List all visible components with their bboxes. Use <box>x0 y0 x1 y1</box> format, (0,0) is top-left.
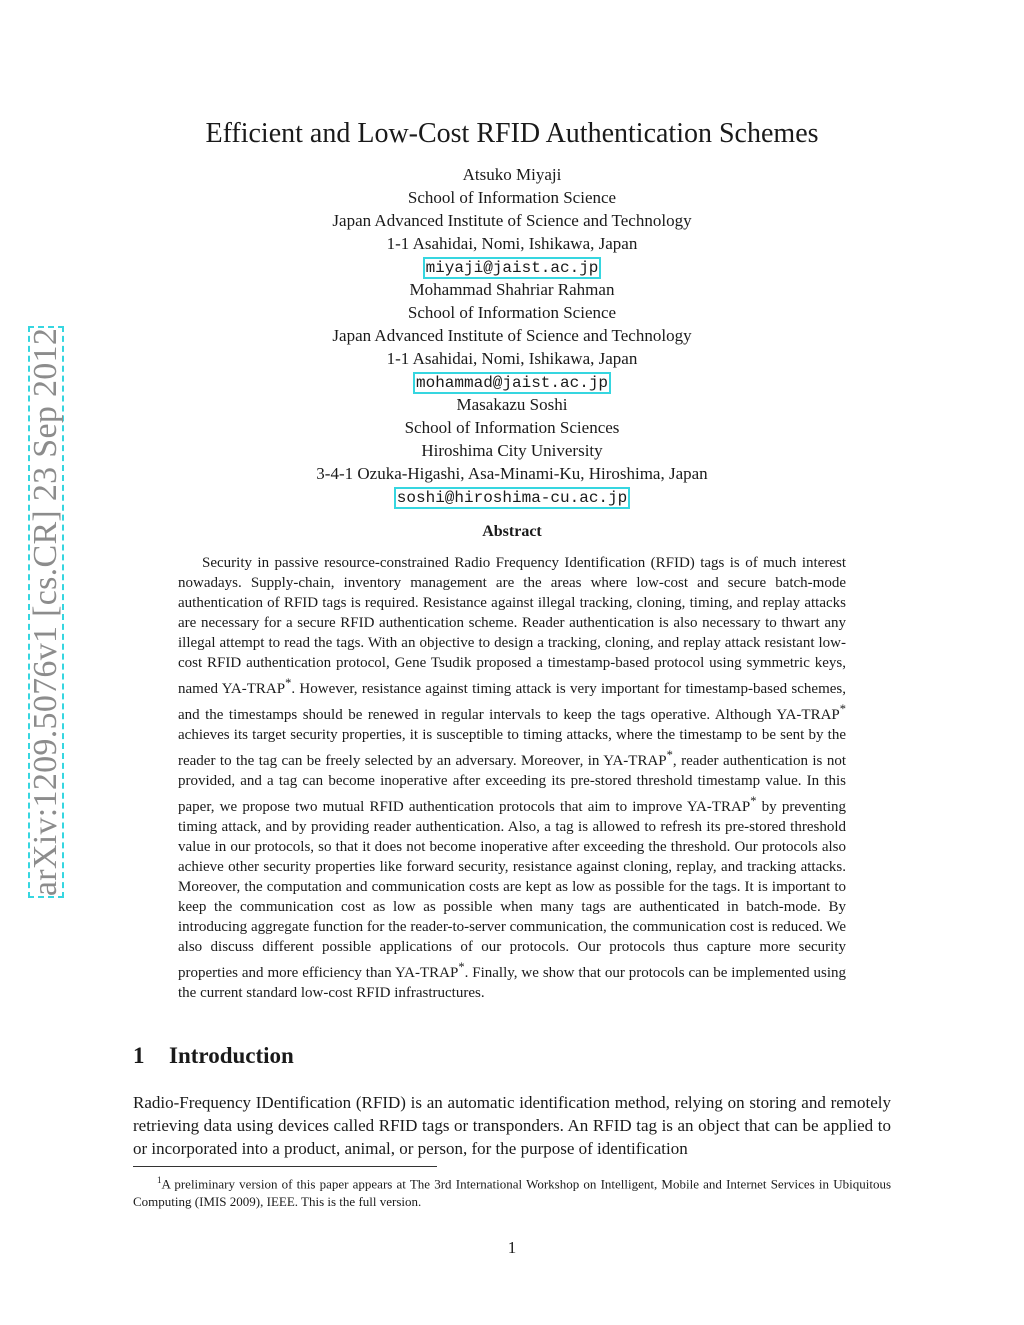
section-heading-introduction <box>133 1043 294 1069</box>
author-dept: School of Information Science <box>407 303 617 322</box>
author-dept: School of Information Sciences <box>404 418 620 437</box>
arxiv-identifier: arXiv:1209.5076v1 [cs.CR] 23 Sep 2012 <box>27 327 64 897</box>
section-title: Introduction <box>169 1043 294 1068</box>
author-dept: School of Information Science <box>407 188 617 207</box>
author-institution: Japan Advanced Institute of Science and Technology <box>332 326 692 345</box>
author-address: 3-4-1 Ozuka-Higashi, Asa-Minami-Ku, Hiroshima, Japan <box>316 464 708 483</box>
footnote-marker: 1 <box>157 1175 162 1185</box>
author-address: 1-1 Asahidai, Nomi, Ishikawa, Japan <box>386 349 638 368</box>
abstract-heading: Abstract <box>482 523 542 540</box>
footnote-text: A preliminary version of this paper appears at The 3rd International Workshop on Intelligent, Mobile and Internet Services in Ubiquitous Computing (IMIS 2009), IEEE. This is the full version. <box>133 1176 891 1210</box>
author-email-link[interactable]: miyaji@jaist.ac.jp <box>423 257 602 279</box>
author-name: Atsuko Miyaji <box>462 165 562 184</box>
author-name: Masakazu Soshi <box>456 395 568 414</box>
footnote <box>133 1171 891 1211</box>
footnote-rule <box>133 1166 437 1167</box>
abstract-text: Security in passive resource-constrained Radio Frequency Identification (RFID) tags is of much interest nowadays. Supply-chain, inventory management are the areas where low-cost and secure batch-mode authentication of RFID tags is required. Resistance against illegal tracking, cloning, timing, and replay attacks are necessary for a secure RFID authentication scheme. Reader authentication is also necessary to thwart any illegal attempt to read the tags. With an objective to design a tracking, cloning, and replay attack resistant low-cost RFID authentication protocol, Gene Tsudik proposed a timestamp-based protocol using symmetric keys, named YA-TRAP*. However, resistance against timing attack is very important for timestamp-based schemes, and the timestamps should be renewed in regular intervals to keep the tags operative. Although YA-TRAP* achieves its target security properties, it is susceptible to timing attacks, where the timestamp to be sent by the reader to the tag can be freely selected by an adversary. Moreover, in YA-TRAP*, reader authentication is not provided, and a tag can become inoperative after exceeding its pre-stored threshold timestamp value. In this paper, we propose two mutual RFID authentication protocols that aim to improve YA-TRAP* by preventing timing attack, and by providing reader authentication. Also, a tag is allowed to refresh its pre-stored threshold value in our protocols, so that it does not become inoperative after exceeding the threshold. Our protocols also achieve other security properties like forward security, resistance against cloning, replay, and tracking attacks. Moreover, the computation and communication costs are kept as low as possible for the tags. It is important to keep the communication cost as low as possible when many tags are authenticated in batch-mode. By introducing aggregate function for the reader-to-server communication, the communication cost is reduced. We also discuss different possible applications of our protocols. Our protocols thus capture more security properties and more efficiency than YA-TRAP*. Finally, we show that our protocols can be implemented using the current standard low-cost RFID infrastructures. <box>178 555 847 1001</box>
author-email-link[interactable]: mohammad@jaist.ac.jp <box>413 372 611 394</box>
author-institution: Hiroshima City University <box>421 441 603 460</box>
page-number: 1 <box>507 1238 517 1257</box>
author-address: 1-1 Asahidai, Nomi, Ishikawa, Japan <box>386 234 638 253</box>
author-block <box>0 163 1024 508</box>
author-name: Mohammad Shahriar Rahman <box>409 280 615 299</box>
author-institution: Japan Advanced Institute of Science and Technology <box>332 211 692 230</box>
author-email-link[interactable]: soshi@hiroshima-cu.ac.jp <box>394 487 630 509</box>
intro-paragraph: Radio-Frequency IDentification (RFID) is an automatic identification method, relying on storing and remotely retrieving data using devices called RFID tags or transponders. An RFID tag is an object that can be applied to or incorporated into a product, animal, or person, for the purpose of identification <box>133 1093 891 1158</box>
section-number: 1 <box>133 1043 145 1068</box>
paper-title: Efficient and Low-Cost RFID Authentication Schemes <box>205 118 819 149</box>
